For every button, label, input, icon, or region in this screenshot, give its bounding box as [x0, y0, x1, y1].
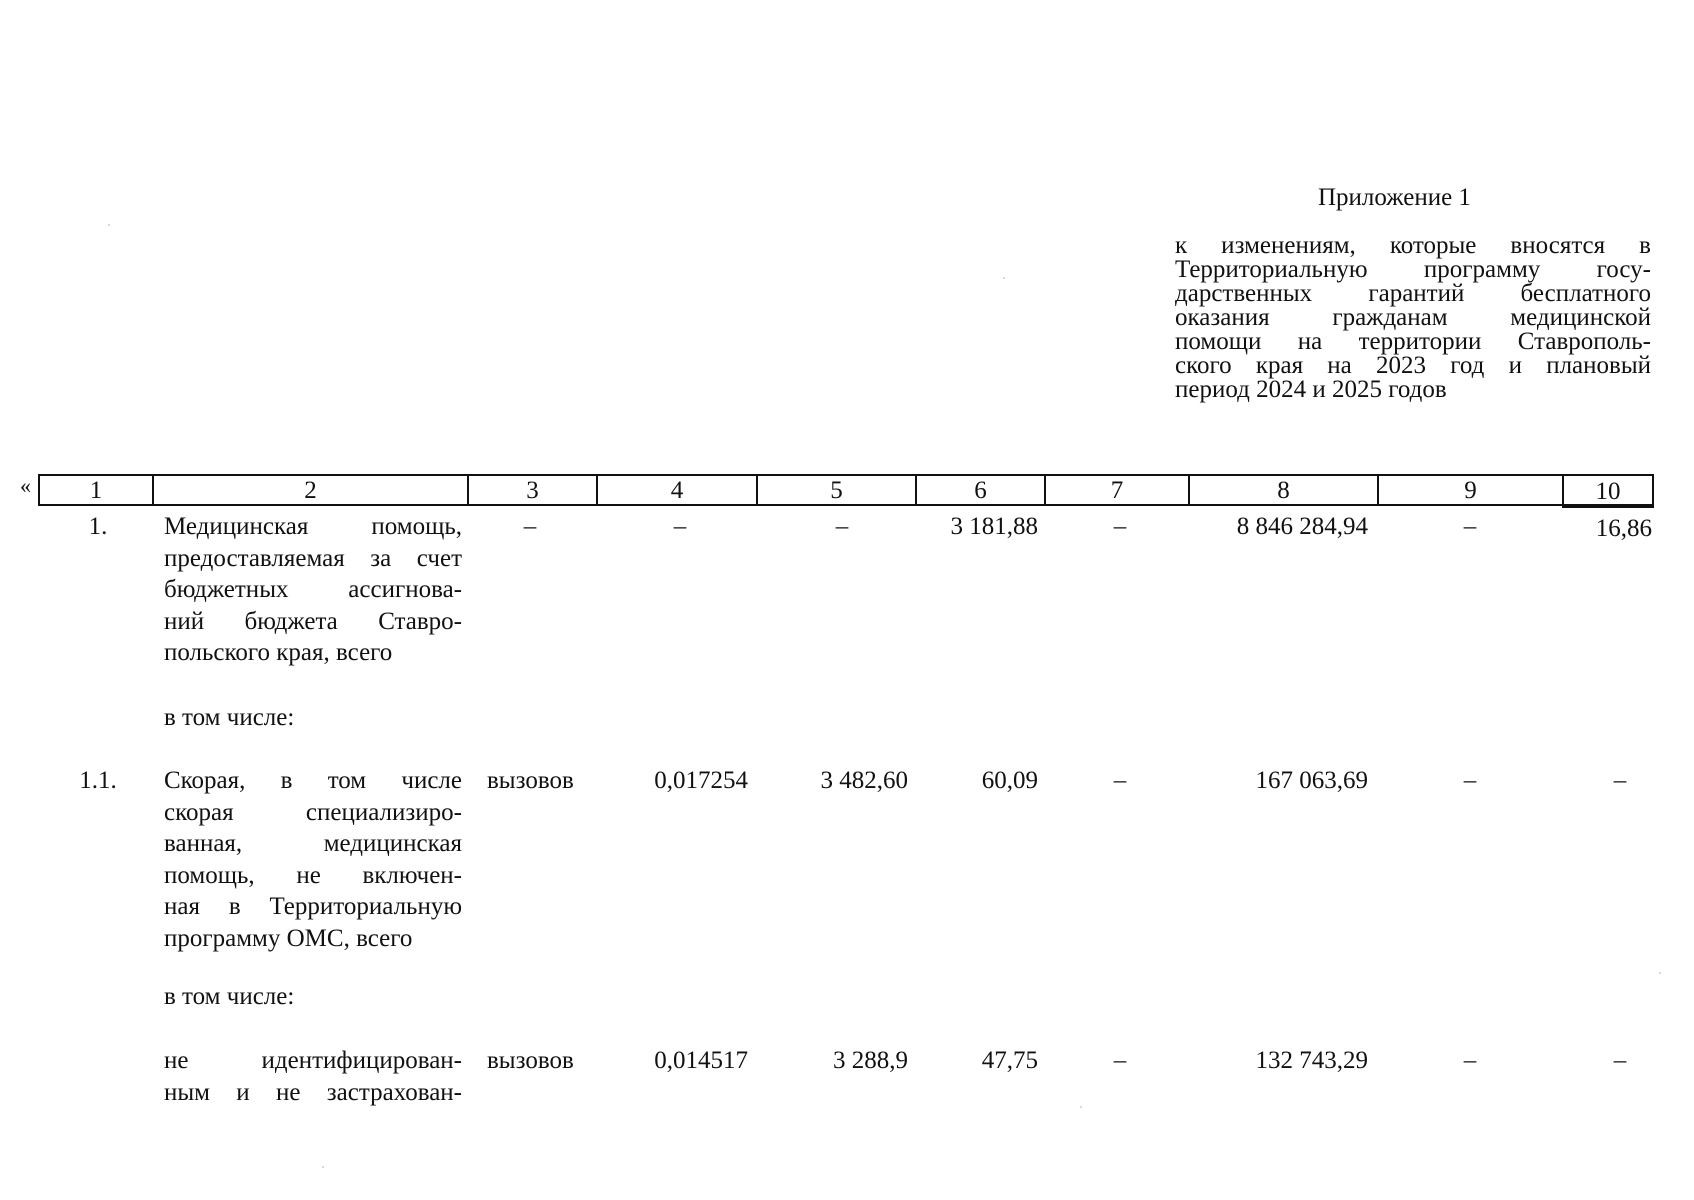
- column-header: 4: [598, 476, 758, 504]
- row-description-line: не идентифицирован-: [164, 1047, 462, 1074]
- column-header: 7: [1046, 476, 1190, 504]
- row-description-line: ная в Территориальную: [164, 893, 462, 920]
- cell-col3: –: [523, 513, 537, 540]
- row-number: 1.1.: [79, 767, 117, 794]
- cell-col8: 8 846 284,94: [1236, 513, 1368, 540]
- cell-col4: 0,017254: [654, 767, 748, 794]
- appendix-caption-line: к изменениям, которые вносятся в: [1175, 232, 1651, 259]
- row-description-line: программу ОМС, всего: [164, 924, 413, 952]
- cell-col8: 167 063,69: [1255, 767, 1368, 794]
- row-description: [164, 765, 462, 954]
- cell-col10: 16,86: [1595, 515, 1652, 542]
- row-description-line: Скорая, в том числе: [164, 767, 462, 794]
- column-header: 6: [917, 476, 1046, 504]
- cell-col7: –: [1113, 1047, 1127, 1074]
- appendix-caption-line: Территориальную программу госу-: [1175, 256, 1651, 283]
- cell-col8: 132 743,29: [1255, 1047, 1368, 1074]
- cell-col4: 0,014517: [654, 1047, 748, 1074]
- cell-col9: –: [1463, 767, 1477, 794]
- scan-speck: [322, 1166, 324, 1168]
- cell-col6: 47,75: [981, 1047, 1038, 1074]
- cell-col9: –: [1463, 1047, 1477, 1074]
- appendix-caption-line: помощи на территории Ставрополь-: [1175, 328, 1651, 355]
- cell-col10: –: [1613, 1047, 1627, 1074]
- cell-col6: 3 181,88: [950, 513, 1038, 540]
- cell-col3: вызовов: [487, 1047, 574, 1074]
- cell-col10: –: [1613, 767, 1627, 794]
- row-description-line: Медицинская помощь,: [164, 513, 462, 540]
- appendix-caption: [1175, 234, 1651, 402]
- row-description-line: ным и не застрахован-: [164, 1078, 462, 1106]
- scan-speck: [1080, 1106, 1082, 1108]
- open-quote-mark: «: [20, 473, 31, 498]
- row-note: в том числе:: [164, 983, 295, 1010]
- row-description-line: польского края, всего: [164, 639, 393, 666]
- cell-col7: –: [1113, 767, 1127, 794]
- row-description: [164, 511, 462, 669]
- row-description: [164, 1045, 462, 1108]
- cell-col5: 3 288,9: [833, 1047, 908, 1074]
- scan-speck: [1659, 972, 1661, 974]
- column-header: 10: [1595, 478, 1621, 505]
- scan-speck: [108, 224, 110, 226]
- column-header: 9: [1379, 476, 1564, 504]
- cell-col3: вызовов: [487, 767, 574, 794]
- scan-speck: [1003, 277, 1005, 279]
- row-description-line: ний бюджета Ставро-: [164, 607, 462, 635]
- appendix-caption-line: ского края на 2023 год и плановый: [1175, 352, 1651, 379]
- appendix-caption-line: дарственных гарантий бесплатного: [1175, 280, 1651, 307]
- row-description-line: скорая специализиро-: [164, 798, 462, 826]
- table-header-row: [38, 474, 1654, 506]
- column-header: 2: [154, 476, 469, 504]
- column-header: 8: [1190, 476, 1379, 504]
- column-header-box: [1562, 474, 1654, 508]
- row-number: 1.: [88, 513, 108, 540]
- row-description-line: предоставляемая за счет: [164, 544, 462, 572]
- appendix-caption-line: оказания гражданам медицинской: [1175, 304, 1651, 331]
- cell-col4: –: [673, 513, 687, 540]
- column-header: 5: [758, 476, 917, 504]
- appendix-title: Приложение 1: [1318, 184, 1471, 211]
- cell-col9: –: [1463, 513, 1477, 540]
- row-description-line: помощь, не включен-: [164, 861, 462, 889]
- cell-col5: 3 482,60: [820, 767, 908, 794]
- cell-col5: –: [835, 513, 849, 540]
- column-header: 3: [469, 476, 598, 504]
- appendix-caption-line: период 2024 и 2025 годов: [1175, 376, 1447, 403]
- cell-col7: –: [1113, 513, 1127, 540]
- row-description-line: ванная, медицинская: [164, 830, 462, 857]
- column-header: 1: [40, 476, 154, 504]
- row-description-line: бюджетных ассигнова-: [164, 576, 462, 603]
- cell-col6: 60,09: [981, 767, 1038, 794]
- row-note: в том числе:: [164, 704, 295, 731]
